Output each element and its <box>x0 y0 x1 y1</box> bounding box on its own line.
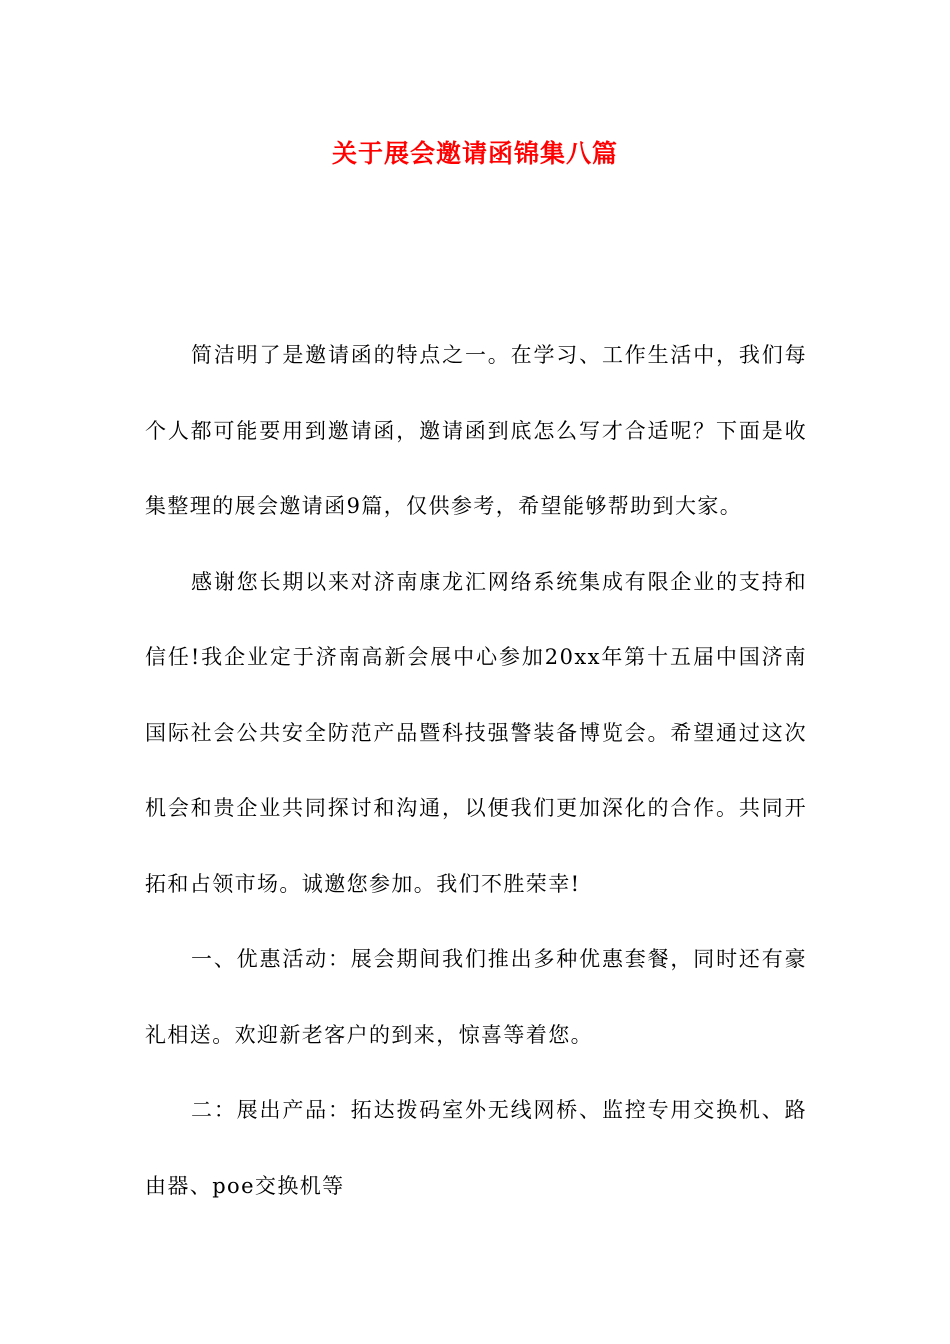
paragraph-promotion: 一、优惠活动：展会期间我们推出多种优惠套餐，同时还有豪礼相送。欢迎新老客户的到来，惊喜等着您。 <box>145 947 807 1047</box>
document-title: 关于展会邀请函锦集八篇 <box>331 139 618 168</box>
document-body <box>145 318 807 1224</box>
paragraph-invitation: 感谢您长期以来对济南康龙汇网络系统集成有限企业的支持和信任!我企业定于济南高新会展中心参加20xx年第十五届中国济南国际社会公共安全防范产品暨科技强警装备博览会。希望通过这次机会和贵企业共同探讨和沟通，以便我们更加深化的合作。共同开拓和占领市场。诚邀您参加。我们不胜荣幸! <box>145 569 807 896</box>
paragraph-intro: 简洁明了是邀请函的特点之一。在学习、工作生活中，我们每个人都可能要用到邀请函，邀请函到底怎么写才合适呢？下面是收集整理的展会邀请函9篇，仅供参考，希望能够帮助到大家。 <box>145 343 807 518</box>
paragraph-products: 二：展出产品：拓达拨码室外无线网桥、监控专用交换机、路由器、poe交换机等 <box>145 1098 807 1198</box>
